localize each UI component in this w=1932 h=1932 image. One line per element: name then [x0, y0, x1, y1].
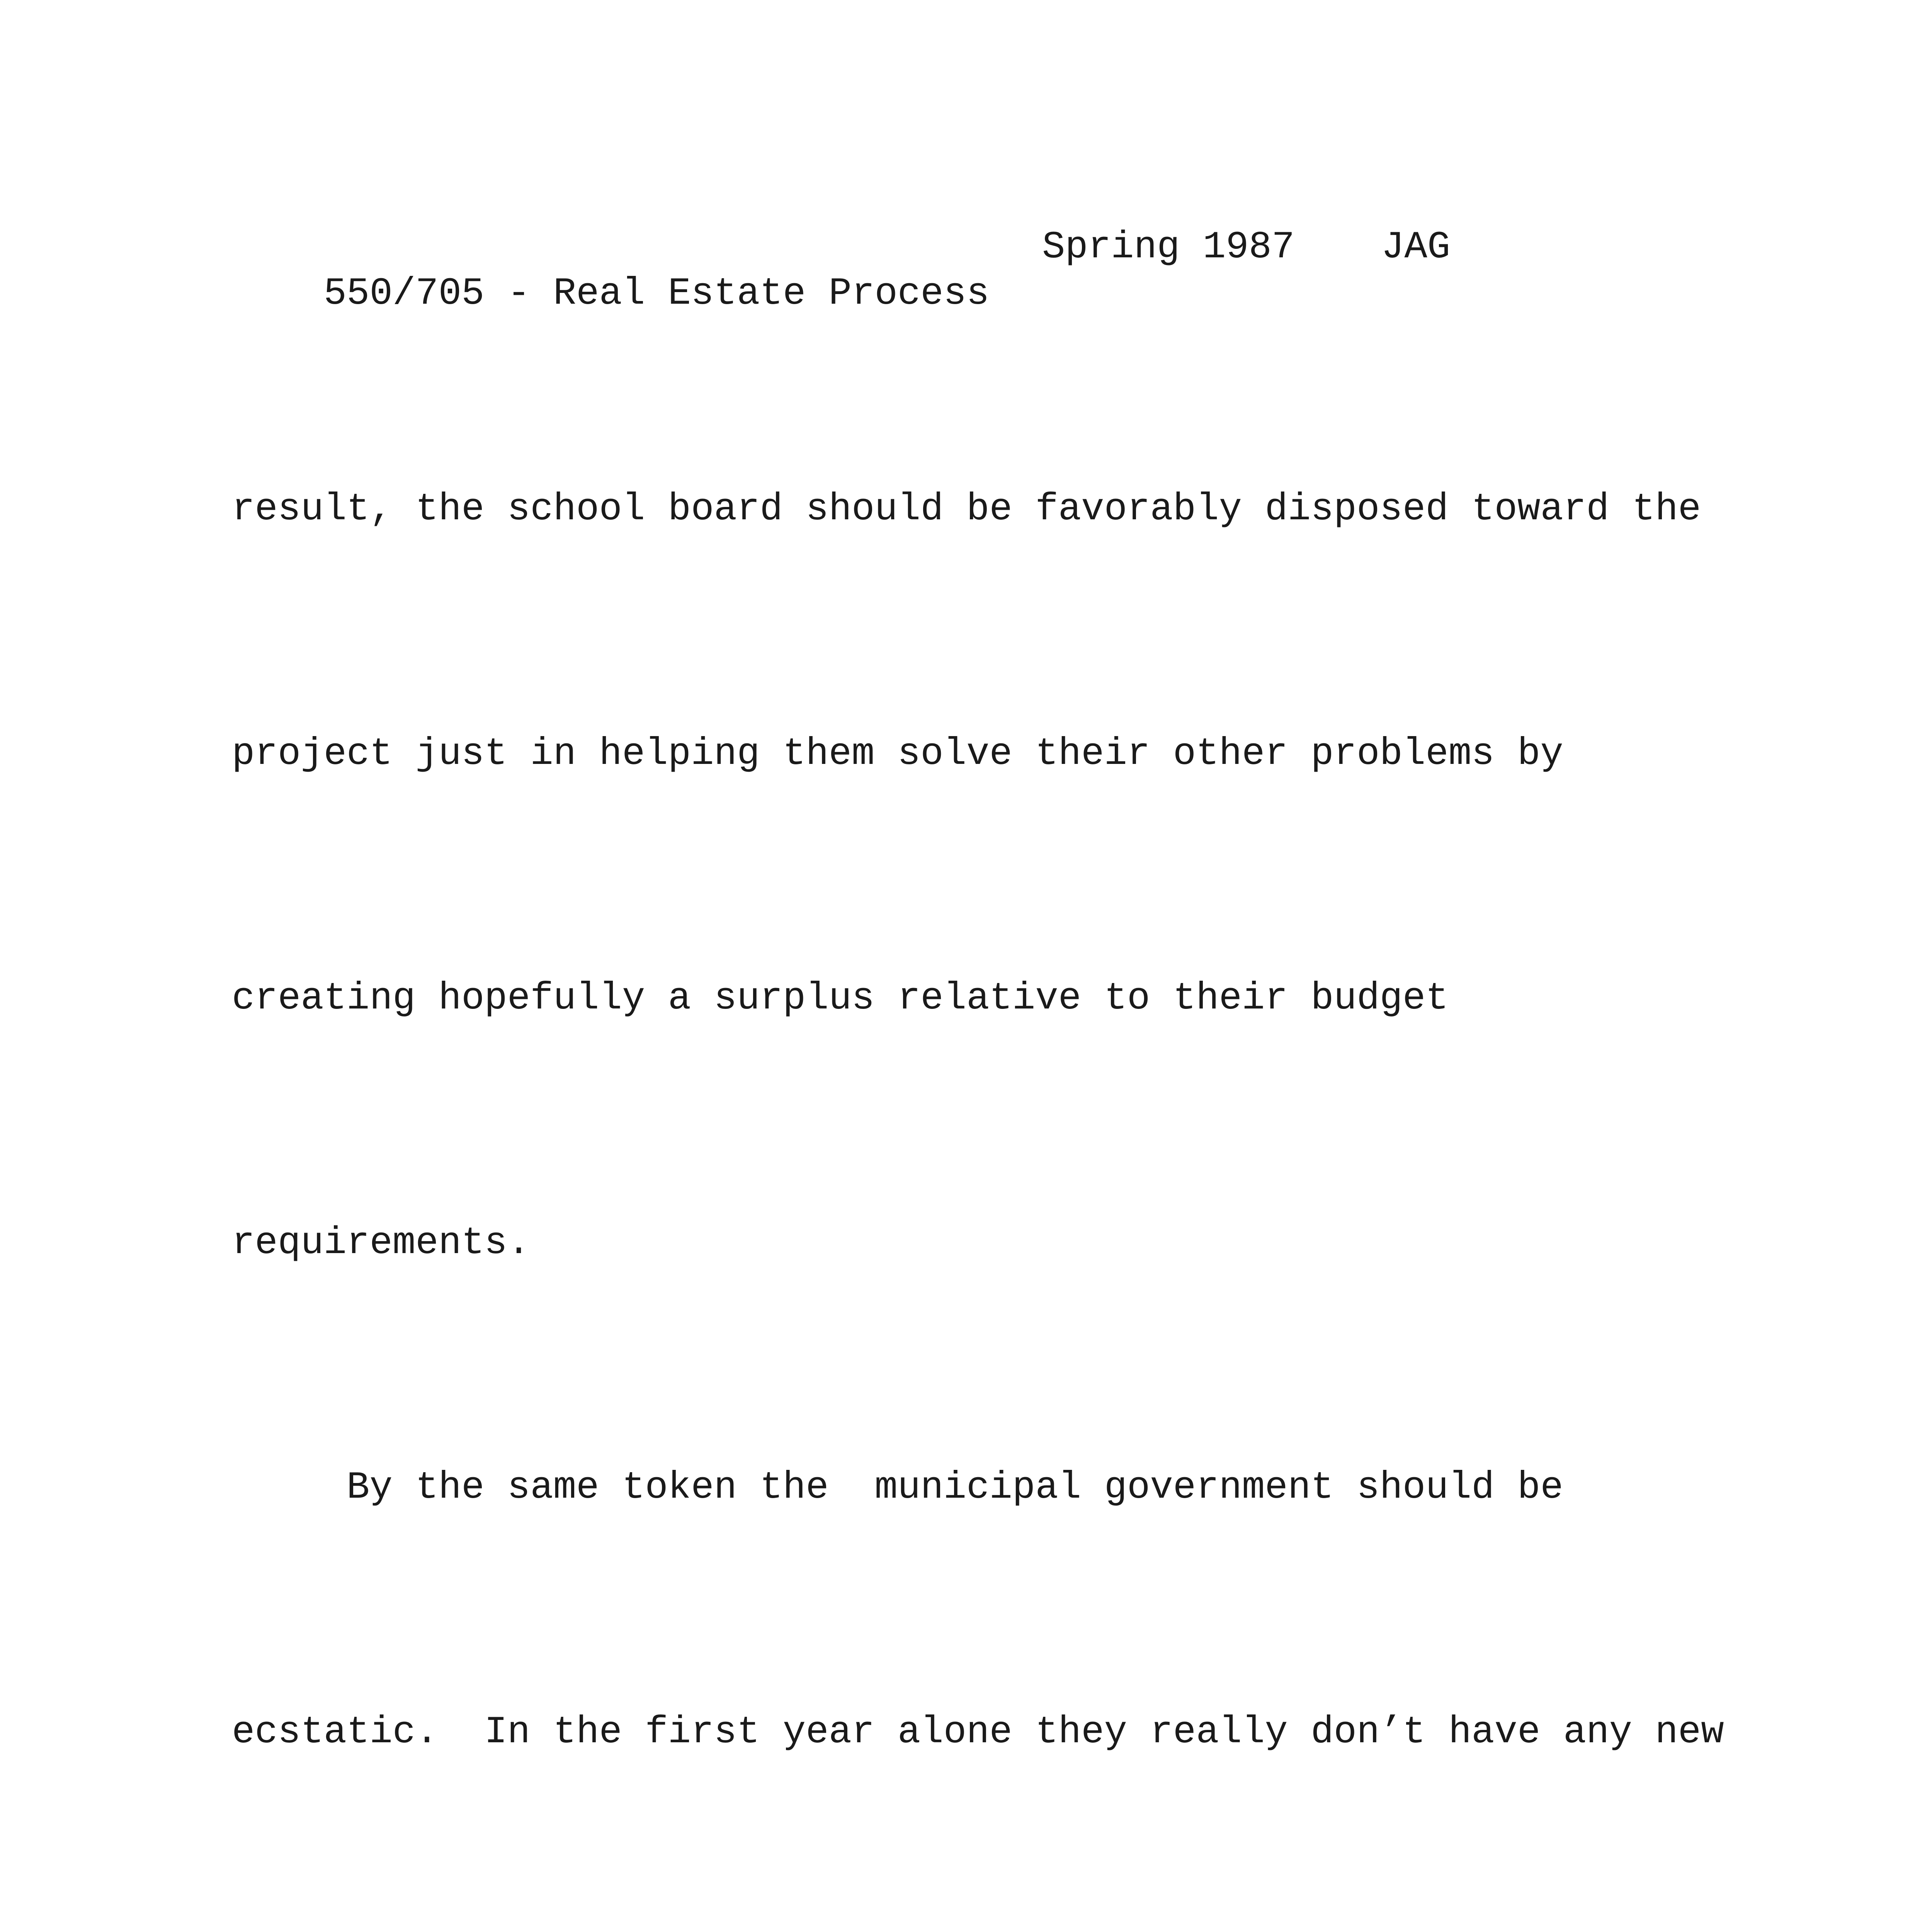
- text-line: requirements.: [232, 1221, 531, 1265]
- text-line: By the same token the municipal government should be: [232, 1466, 1563, 1509]
- header-initials: JAG: [1381, 226, 1451, 269]
- text-line: ecstatic. In the first year alone they really don’t have any new: [232, 1711, 1724, 1754]
- text-line: creating hopefully a surplus relative to their budget: [232, 977, 1449, 1020]
- header-course-title: 550/705 - Real Estate Process: [323, 272, 990, 315]
- text-line: project just in helping them solve their other problems by: [232, 732, 1563, 776]
- header-term: Spring 1987: [1042, 226, 1295, 269]
- text-line: result, the school board should be favorably disposed toward the: [232, 488, 1701, 531]
- transcript-body: [232, 306, 1758, 1932]
